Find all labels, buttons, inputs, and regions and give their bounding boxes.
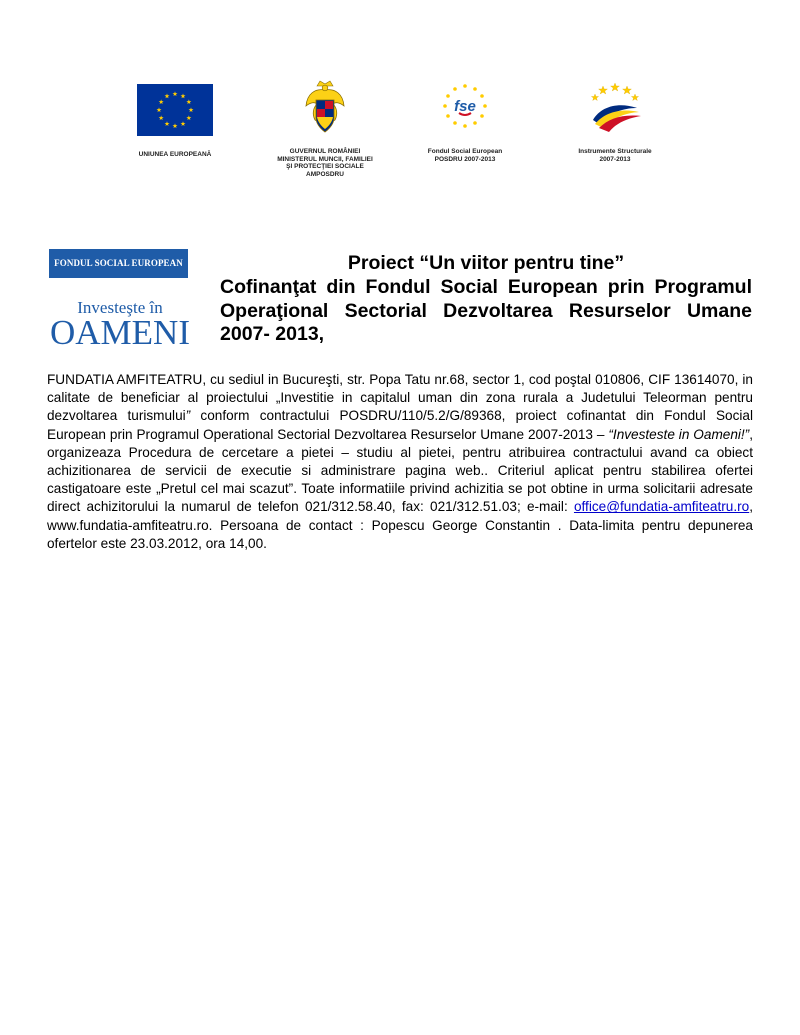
paragraph-text: conform contractului POSDRU/110/5.2/G/89368, proiect cofinantat din Fondul Social European prin Programul Operational Sectorial Dezvoltarea Resurselor Umane 2007-2013 –: [47, 408, 753, 442]
gov-caption-line: ŞI PROTECŢIEI SOCIALE: [286, 163, 364, 170]
investeste-in-text: Investeşte în: [77, 298, 163, 317]
gov-caption-line: GUVERNUL ROMÂNIEI: [289, 148, 361, 155]
romania-coat-of-arms-icon: [303, 80, 347, 142]
fse-caption-line: POSDRU 2007-2013: [434, 155, 496, 163]
eu-flag-icon: [137, 84, 213, 136]
is-caption-line: 2007-2013: [599, 155, 631, 163]
cofinancing-heading: Cofinanţat din Fondul Social European prin Programul Operaţional Sectorial Dezvoltarea Resurselor Umane 2007- 2013,: [220, 276, 752, 345]
paragraph-text: , cu sediul in Bucureşti, str. Popa Tatu nr.68, sector 1, cod poştal 010806, CIF 13614070, in calitate de beneficiar al proiectului „Investitie in capitalul uman din zona rurala a Judetului Teleorman pentru dezvoltarea turismului: [47, 372, 753, 424]
paragraph-text: , organizeaza Procedura de cercetare a pietei – studiu al pietei, pentru atribuirea contractului avand ca obiect achizitionarea de servicii de executie si administrare pagina web.. Criteriul aplicat pentru stabilirea ofertei castigatoare este „Pretul cel mai scazut”. Toate informatiile privind achizitia se pot obtine in urma solicitarii adresate direct achizitorului la numarul de telefon 021/312.58.40, fax: 021/312.51.03; e-mail:: [47, 426, 753, 515]
paragraph-text: , www.fundatia-amfiteatru.ro. Persoana de contact : Popescu George Constantin . Data-limita pentru depunerea ofertelor este 23.03.2012, ora 14,00.: [47, 499, 753, 551]
announcement-paragraph: [47, 371, 753, 553]
is-caption-line: Instrumente Structurale: [578, 148, 652, 155]
eu-caption: UNIUNEA EUROPEANĂ: [138, 151, 212, 158]
fondul-social-european-banner: FONDUL SOCIAL EUROPEAN: [49, 249, 188, 278]
instrumente-structurale-icon: [585, 80, 645, 136]
eu-logo-block: [130, 80, 220, 159]
instrumente-structurale-logo-block: [560, 80, 670, 163]
project-title: Proiect “Un viitor pentru tine”: [347, 252, 625, 274]
slogan-text: “Investeste in Oameni!”: [608, 426, 750, 442]
fse-logo-text: fse: [454, 98, 476, 115]
email-link[interactable]: office@fundatia-amfiteatru.ro: [573, 499, 750, 515]
fse-caption: [415, 148, 515, 163]
fse-caption-line: Fondul Social European: [427, 148, 503, 155]
fse-logo-block: [415, 80, 515, 163]
gov-logo-block: [270, 80, 380, 178]
gov-caption: [270, 148, 380, 178]
oameni-text: OAMENI: [50, 313, 190, 352]
fse-logo-icon: [435, 80, 495, 136]
organization-name: FUNDATIA AMFITEATRU: [47, 372, 203, 387]
is-caption: [560, 148, 670, 163]
gov-caption-line: AMPOSDRU: [306, 170, 344, 178]
closing-quote: ”: [185, 408, 191, 424]
gov-caption-line: MINISTERUL MUNCII, FAMILIEI: [277, 155, 373, 163]
